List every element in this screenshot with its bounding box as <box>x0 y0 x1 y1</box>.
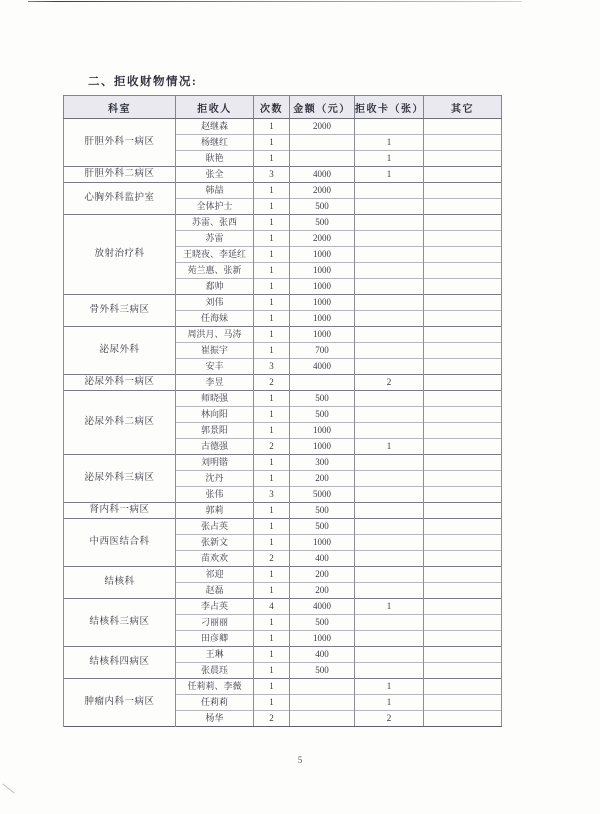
cards-cell <box>355 663 424 679</box>
cards-cell: 1 <box>355 679 424 695</box>
amount-cell: 4000 <box>290 599 355 615</box>
count-cell: 1 <box>254 503 290 519</box>
amount-cell: 1000 <box>290 631 355 647</box>
table-body <box>64 119 502 727</box>
table-row <box>64 327 502 343</box>
cards-cell: 1 <box>355 135 424 151</box>
cards-cell <box>355 455 424 471</box>
other-cell <box>424 327 502 343</box>
count-cell: 1 <box>254 247 290 263</box>
header-other: 其它 <box>424 96 502 119</box>
other-cell <box>424 663 502 679</box>
header-cards: 拒收卡（张） <box>355 96 424 119</box>
person-cell: 韩喆 <box>176 183 254 199</box>
amount-cell: 1000 <box>290 295 355 311</box>
count-cell: 1 <box>254 151 290 167</box>
department-cell: 泌尿外科二病区 <box>64 391 176 455</box>
cards-cell <box>355 615 424 631</box>
other-cell <box>424 295 502 311</box>
person-cell: 杨华 <box>176 711 254 727</box>
other-cell <box>424 215 502 231</box>
other-cell <box>424 583 502 599</box>
count-cell: 1 <box>254 631 290 647</box>
other-cell <box>424 631 502 647</box>
person-cell: 刘伟 <box>176 295 254 311</box>
other-cell <box>424 199 502 215</box>
table-row <box>64 647 502 663</box>
cards-cell: 2 <box>355 375 424 391</box>
department-cell: 中西医结合科 <box>64 519 176 567</box>
amount-cell: 1000 <box>290 327 355 343</box>
table-row <box>64 455 502 471</box>
other-cell <box>424 263 502 279</box>
person-cell: 张新文 <box>176 535 254 551</box>
table-row <box>64 519 502 535</box>
header-count: 次数 <box>254 96 290 119</box>
person-cell: 李占英 <box>176 599 254 615</box>
cards-cell <box>355 183 424 199</box>
cards-cell <box>355 215 424 231</box>
department-cell: 肝胆外科一病区 <box>64 119 176 167</box>
person-cell: 任莉莉、李薇 <box>176 679 254 695</box>
cards-cell <box>355 199 424 215</box>
amount-cell: 500 <box>290 199 355 215</box>
table-row <box>64 679 502 695</box>
other-cell <box>424 183 502 199</box>
table-header-row <box>64 96 502 119</box>
count-cell: 1 <box>254 679 290 695</box>
cards-cell <box>355 647 424 663</box>
other-cell <box>424 343 502 359</box>
cards-cell <box>355 231 424 247</box>
cards-cell: 1 <box>355 167 424 183</box>
department-cell: 肿瘤内科一病区 <box>64 679 176 727</box>
count-cell: 1 <box>254 183 290 199</box>
other-cell <box>424 487 502 503</box>
cards-cell <box>355 327 424 343</box>
header-department: 科室 <box>64 96 176 119</box>
person-cell: 郭景阳 <box>176 423 254 439</box>
amount-cell: 500 <box>290 519 355 535</box>
cards-cell <box>355 487 424 503</box>
other-cell <box>424 407 502 423</box>
count-cell: 1 <box>254 391 290 407</box>
other-cell <box>424 519 502 535</box>
cards-cell <box>355 359 424 375</box>
other-cell <box>424 615 502 631</box>
amount-cell: 1000 <box>290 279 355 295</box>
person-cell: 苑兰惠、张新 <box>176 263 254 279</box>
other-cell <box>424 551 502 567</box>
other-cell <box>424 535 502 551</box>
amount-cell: 700 <box>290 343 355 359</box>
section-title: 二、拒收财物情况: <box>88 76 198 88</box>
count-cell: 1 <box>254 471 290 487</box>
count-cell: 1 <box>254 199 290 215</box>
scan-artifact-top-edge <box>28 1 522 2</box>
count-cell: 1 <box>254 535 290 551</box>
count-cell: 1 <box>254 311 290 327</box>
amount-cell: 2000 <box>290 119 355 135</box>
other-cell <box>424 455 502 471</box>
amount-cell: 4000 <box>290 359 355 375</box>
person-cell: 苏雷 <box>176 231 254 247</box>
other-cell <box>424 503 502 519</box>
person-cell: 全体护士 <box>176 199 254 215</box>
amount-cell: 1000 <box>290 535 355 551</box>
other-cell <box>424 151 502 167</box>
person-cell: 田彦卿 <box>176 631 254 647</box>
count-cell: 3 <box>254 359 290 375</box>
cards-cell <box>355 631 424 647</box>
person-cell: 杨继红 <box>176 135 254 151</box>
department-cell: 泌尿外科三病区 <box>64 455 176 503</box>
amount-cell: 4000 <box>290 167 355 183</box>
department-cell: 泌尿外科 <box>64 327 176 375</box>
table-row <box>64 375 502 391</box>
other-cell <box>424 423 502 439</box>
person-cell: 苏雷、张西 <box>176 215 254 231</box>
amount-cell: 1000 <box>290 423 355 439</box>
cards-cell <box>355 279 424 295</box>
count-cell: 1 <box>254 615 290 631</box>
person-cell: 李昱 <box>176 375 254 391</box>
count-cell: 1 <box>254 231 290 247</box>
cards-cell: 1 <box>355 151 424 167</box>
amount-cell: 2000 <box>290 231 355 247</box>
other-cell <box>424 647 502 663</box>
table-row <box>64 295 502 311</box>
cards-cell <box>355 295 424 311</box>
person-cell: 张伟 <box>176 487 254 503</box>
amount-cell: 400 <box>290 551 355 567</box>
department-cell: 结核科 <box>64 567 176 599</box>
cards-cell: 2 <box>355 711 424 727</box>
person-cell: 安丰 <box>176 359 254 375</box>
count-cell: 3 <box>254 167 290 183</box>
cards-cell <box>355 343 424 359</box>
count-cell: 2 <box>254 551 290 567</box>
cards-cell <box>355 247 424 263</box>
cards-cell <box>355 583 424 599</box>
other-cell <box>424 439 502 455</box>
cards-cell <box>355 471 424 487</box>
count-cell: 1 <box>254 519 290 535</box>
other-cell <box>424 311 502 327</box>
count-cell: 1 <box>254 295 290 311</box>
table-row <box>64 567 502 583</box>
count-cell: 1 <box>254 215 290 231</box>
cards-cell: 1 <box>355 439 424 455</box>
other-cell <box>424 279 502 295</box>
person-cell: 张全 <box>176 167 254 183</box>
refused-items-table <box>63 95 502 727</box>
table-row <box>64 503 502 519</box>
table-row <box>64 599 502 615</box>
header-amount: 金额（元） <box>290 96 355 119</box>
cards-cell <box>355 551 424 567</box>
other-cell <box>424 695 502 711</box>
person-cell: 赵继森 <box>176 119 254 135</box>
page-number: 5 <box>297 755 303 765</box>
count-cell: 1 <box>254 279 290 295</box>
count-cell: 1 <box>254 647 290 663</box>
amount-cell <box>290 679 355 695</box>
amount-cell: 500 <box>290 615 355 631</box>
count-cell: 2 <box>254 711 290 727</box>
department-cell: 结核科三病区 <box>64 599 176 647</box>
cards-cell <box>355 119 424 135</box>
count-cell: 1 <box>254 407 290 423</box>
other-cell <box>424 599 502 615</box>
amount-cell: 1000 <box>290 247 355 263</box>
amount-cell: 500 <box>290 391 355 407</box>
header-person: 拒收人 <box>176 96 254 119</box>
cards-cell <box>355 567 424 583</box>
count-cell: 1 <box>254 119 290 135</box>
other-cell <box>424 471 502 487</box>
amount-cell: 200 <box>290 567 355 583</box>
person-cell: 任莉莉 <box>176 695 254 711</box>
other-cell <box>424 711 502 727</box>
amount-cell: 5000 <box>290 487 355 503</box>
cards-cell <box>355 423 424 439</box>
amount-cell: 500 <box>290 407 355 423</box>
department-cell: 心胸外科监护室 <box>64 183 176 215</box>
other-cell <box>424 391 502 407</box>
person-cell: 郄帅 <box>176 279 254 295</box>
table-row <box>64 391 502 407</box>
amount-cell <box>290 151 355 167</box>
amount-cell: 500 <box>290 503 355 519</box>
other-cell <box>424 567 502 583</box>
person-cell: 苗欢欢 <box>176 551 254 567</box>
count-cell: 1 <box>254 695 290 711</box>
cards-cell <box>355 407 424 423</box>
amount-cell: 400 <box>290 647 355 663</box>
person-cell: 林向阳 <box>176 407 254 423</box>
person-cell: 刁丽丽 <box>176 615 254 631</box>
count-cell: 1 <box>254 135 290 151</box>
count-cell: 3 <box>254 487 290 503</box>
cards-cell <box>355 263 424 279</box>
department-cell: 结核科四病区 <box>64 647 176 679</box>
amount-cell: 1000 <box>290 263 355 279</box>
person-cell: 崔振宇 <box>176 343 254 359</box>
amount-cell: 200 <box>290 471 355 487</box>
person-cell: 任海妹 <box>176 311 254 327</box>
amount-cell <box>290 375 355 391</box>
amount-cell: 500 <box>290 663 355 679</box>
count-cell: 2 <box>254 375 290 391</box>
other-cell <box>424 375 502 391</box>
amount-cell <box>290 135 355 151</box>
count-cell: 2 <box>254 439 290 455</box>
person-cell: 王晓夜、李延红 <box>176 247 254 263</box>
count-cell: 1 <box>254 423 290 439</box>
table-row <box>64 183 502 199</box>
cards-cell <box>355 519 424 535</box>
cards-cell <box>355 503 424 519</box>
cards-cell: 1 <box>355 599 424 615</box>
count-cell: 1 <box>254 343 290 359</box>
amount-cell: 1000 <box>290 439 355 455</box>
count-cell: 1 <box>254 663 290 679</box>
department-cell: 肾内科一病区 <box>64 503 176 519</box>
count-cell: 4 <box>254 599 290 615</box>
scan-artifact-scratch <box>2 783 14 793</box>
amount-cell <box>290 711 355 727</box>
person-cell: 沈丹 <box>176 471 254 487</box>
amount-cell: 1000 <box>290 311 355 327</box>
person-cell: 张晨珏 <box>176 663 254 679</box>
amount-cell: 300 <box>290 455 355 471</box>
count-cell: 1 <box>254 567 290 583</box>
person-cell: 张占英 <box>176 519 254 535</box>
other-cell <box>424 247 502 263</box>
other-cell <box>424 167 502 183</box>
table-row <box>64 167 502 183</box>
count-cell: 1 <box>254 327 290 343</box>
person-cell: 刘明锴 <box>176 455 254 471</box>
cards-cell <box>355 391 424 407</box>
person-cell: 古德强 <box>176 439 254 455</box>
person-cell: 赵磊 <box>176 583 254 599</box>
table-row <box>64 215 502 231</box>
other-cell <box>424 679 502 695</box>
amount-cell: 200 <box>290 583 355 599</box>
person-cell: 耿艳 <box>176 151 254 167</box>
amount-cell: 500 <box>290 215 355 231</box>
other-cell <box>424 231 502 247</box>
cards-cell <box>355 311 424 327</box>
cards-cell: 1 <box>355 695 424 711</box>
person-cell: 王琳 <box>176 647 254 663</box>
count-cell: 1 <box>254 583 290 599</box>
person-cell: 祁迎 <box>176 567 254 583</box>
department-cell: 骨外科三病区 <box>64 295 176 327</box>
other-cell <box>424 359 502 375</box>
other-cell <box>424 119 502 135</box>
department-cell: 泌尿外科一病区 <box>64 375 176 391</box>
person-cell: 郭莉 <box>176 503 254 519</box>
count-cell: 1 <box>254 455 290 471</box>
department-cell: 肝胆外科二病区 <box>64 167 176 183</box>
table-row <box>64 119 502 135</box>
other-cell <box>424 135 502 151</box>
person-cell: 周洪月、马涛 <box>176 327 254 343</box>
person-cell: 师晓强 <box>176 391 254 407</box>
cards-cell <box>355 535 424 551</box>
amount-cell: 2000 <box>290 183 355 199</box>
amount-cell <box>290 695 355 711</box>
count-cell: 1 <box>254 263 290 279</box>
department-cell: 放射治疗科 <box>64 215 176 295</box>
